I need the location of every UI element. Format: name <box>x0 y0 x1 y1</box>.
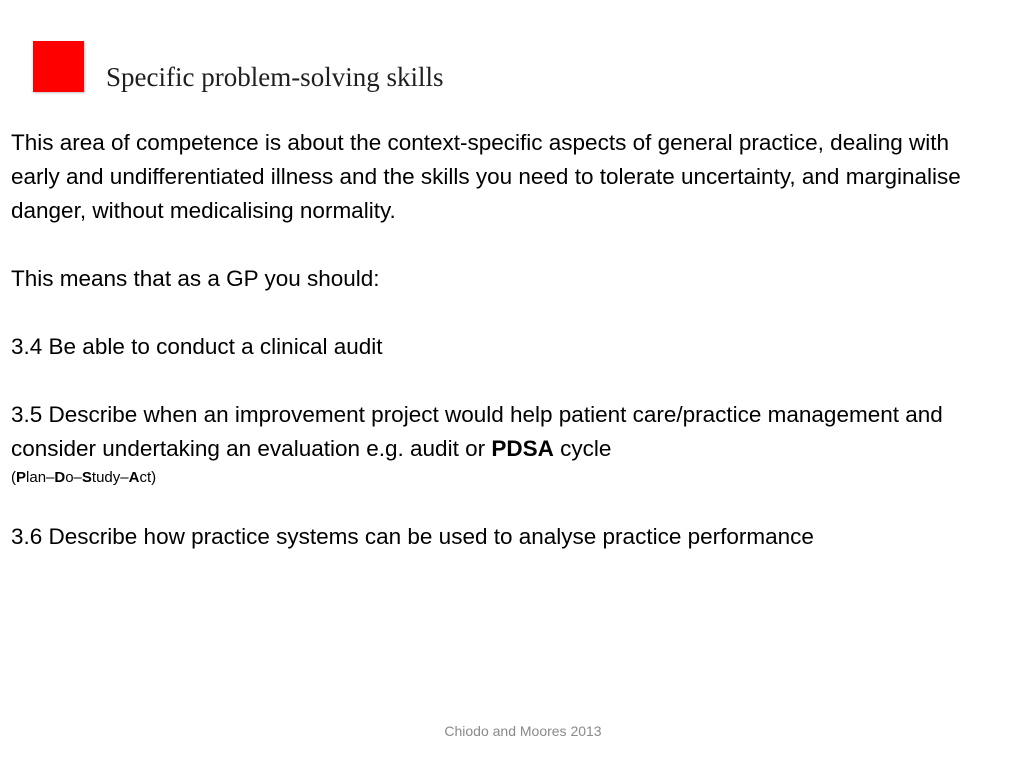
item-3-5-tail: cycle <box>553 436 612 461</box>
slide-title: Specific problem-solving skills <box>106 62 444 92</box>
competence-item-3-4: 3.4 Be able to conduct a clinical audit <box>11 334 383 359</box>
header-accent-square <box>33 41 84 92</box>
pdsa-expansion: (Plan–Do–Study–Act) <box>11 469 157 486</box>
pdsa-acronym: PDSA <box>491 436 554 461</box>
competence-item-3-5 <box>11 398 1001 466</box>
item-3-5-text: 3.5 Describe when an improvement project would help patient care/practice management and consider undertaking an evaluation e.g. audit or <box>11 402 943 461</box>
intro-paragraph: This area of competence is about the context-specific aspects of general practice, dealing with early and undifferentiated illness and the skills you need to tolerate uncertainty, and marginalise danger, without medicalising normality. <box>11 130 961 223</box>
footer-credit: Chiodo and Moores 2013 <box>444 723 602 739</box>
slide-body <box>11 126 1001 554</box>
competence-item-3-6: 3.6 Describe how practice systems can be used to analyse practice performance <box>11 524 814 549</box>
lead-in-text: This means that as a GP you should: <box>11 266 380 291</box>
